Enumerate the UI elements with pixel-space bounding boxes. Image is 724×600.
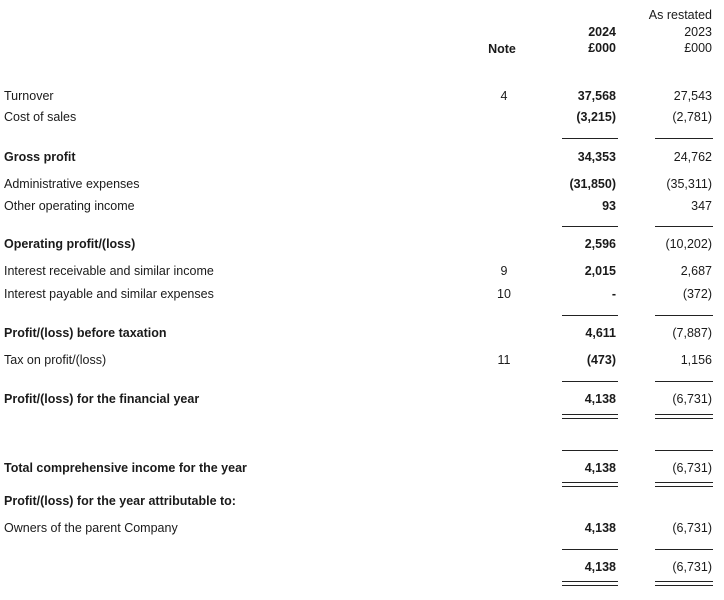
total-double-rule [655,418,713,419]
row-label: Profit/(loss) before taxation [4,326,167,340]
row-value-2024: (473) [586,353,616,367]
row-label: Operating profit/(loss) [4,237,136,251]
row-value-2023: (35,311) [666,177,712,191]
row-value-2024: - [611,287,616,301]
row-value-2024: 37,568 [577,89,616,103]
row-note: 11 [497,353,511,367]
row-value-2023: 2,687 [680,264,712,278]
row-label: Administrative expenses [4,177,140,191]
total-double-rule [562,414,618,415]
subtotal-rule [655,226,713,227]
total-double-rule [655,581,713,582]
total-double-rule [655,486,713,487]
subtotal-rule [655,450,713,451]
row-value-2024: 4,138 [584,560,616,574]
subtotal-rule [655,138,713,139]
row-value-2023: (6,731) [672,392,712,406]
header-year-2024: 2024 [588,25,616,39]
section-heading: Profit/(loss) for the year attributable to: [4,494,236,508]
header-note: Note [488,42,516,56]
row-value-2024: 93 [602,199,616,213]
row-value-2024: (31,850) [569,177,616,191]
row-label: Cost of sales [4,110,77,124]
header-unit-2023: £000 [684,41,712,55]
row-value-2024: 4,138 [584,392,616,406]
row-value-2023: 1,156 [680,353,712,367]
subtotal-rule [562,450,618,451]
header-restated: As restated [648,8,712,22]
subtotal-rule [655,381,713,382]
subtotal-rule [562,549,618,550]
total-double-rule [562,486,618,487]
subtotal-rule [562,381,618,382]
row-value-2024: 4,611 [585,326,616,340]
row-label: Total comprehensive income for the year [4,461,247,475]
row-value-2023: (6,731) [672,461,712,475]
row-note: 4 [500,89,508,103]
row-label: Turnover [4,89,54,103]
row-value-2023: (372) [682,287,712,301]
row-value-2023: (6,731) [672,521,712,535]
row-value-2023: 27,543 [673,89,712,103]
row-value-2024: 34,353 [577,150,616,164]
total-double-rule [562,418,618,419]
total-double-rule [562,581,618,582]
row-value-2023: (6,731) [672,560,712,574]
row-value-2024: 2,596 [584,237,616,251]
row-value-2024: 4,138 [584,461,616,475]
header-unit-2024: £000 [588,41,616,55]
subtotal-rule [562,138,618,139]
row-value-2023: (7,887) [672,326,712,340]
row-label: Gross profit [4,150,76,164]
row-note: 10 [497,287,511,301]
row-value-2023: 347 [691,199,712,213]
subtotal-rule [655,549,713,550]
row-label: Tax on profit/(loss) [4,353,107,367]
row-value-2024: 4,138 [584,521,616,535]
row-value-2024: (3,215) [576,110,616,124]
total-double-rule [655,482,713,483]
subtotal-rule [655,315,713,316]
row-value-2024: 2,015 [584,264,616,278]
row-label: Interest payable and similar expenses [4,287,214,301]
subtotal-rule [562,226,618,227]
row-value-2023: (10,202) [665,237,712,251]
row-label: Interest receivable and similar income [4,264,214,278]
row-value-2023: 24,762 [673,150,712,164]
row-value-2023: (2,781) [672,110,712,124]
total-double-rule [655,585,713,586]
row-label: Other operating income [4,199,135,213]
header-year-2023: 2023 [684,25,712,39]
subtotal-rule [562,315,618,316]
row-label: Profit/(loss) for the financial year [4,392,200,406]
row-label: Owners of the parent Company [4,521,178,535]
total-double-rule [655,414,713,415]
row-note: 9 [500,264,508,278]
total-double-rule [562,482,618,483]
total-double-rule [562,585,618,586]
